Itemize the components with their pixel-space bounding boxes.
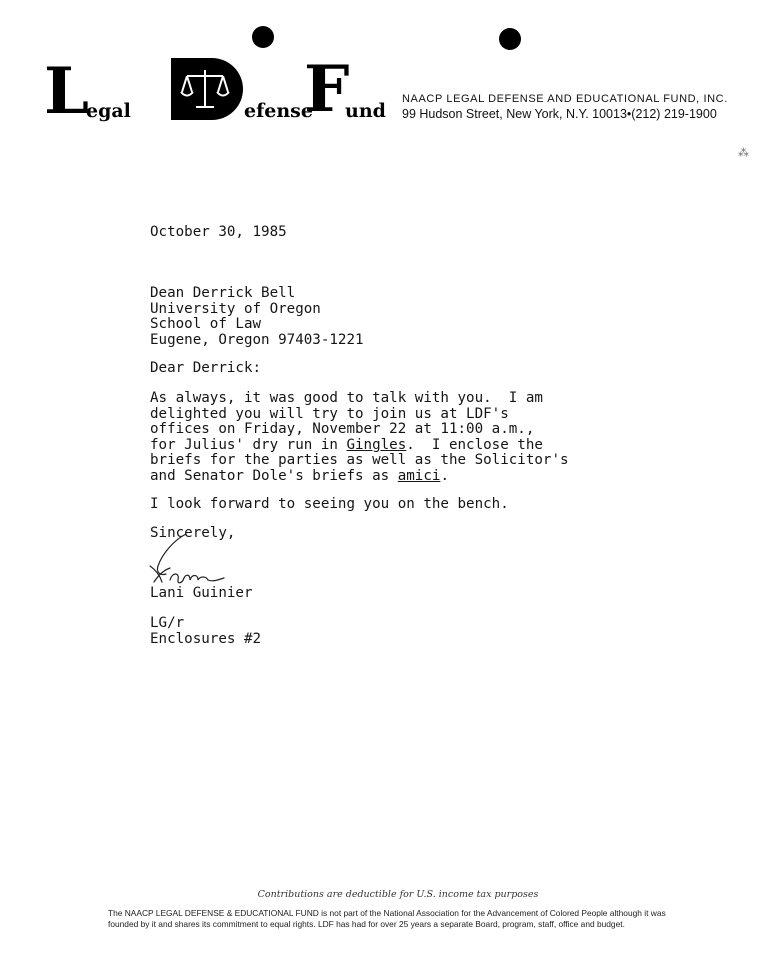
salutation: Dear Derrick:: [150, 360, 262, 376]
footer-disclaimer: The NAACP LEGAL DEFENSE & EDUCATIONAL FUND is not part of the National Association for the Advancement of Colored People although it was founded by it and shares its commitment to equal rights. LDF has had for over 25 years a separate Board, program, staff, office and budget.: [108, 908, 666, 929]
recipient-line: Dean Derrick Bell: [150, 285, 296, 301]
body-text: . I enclose the: [406, 436, 543, 453]
body-line: [150, 438, 569, 454]
handwritten-signature: [146, 530, 236, 590]
logo-initial-l: L: [44, 54, 89, 129]
recipient-address: [150, 286, 364, 348]
body-text: for Julius' dry run in: [150, 436, 347, 453]
punch-hole: [499, 28, 521, 50]
recipient-line: University of Oregon: [150, 300, 321, 317]
body-line: delighted you will try to join us at LDF's: [150, 405, 509, 422]
amici-term: amici: [397, 467, 441, 484]
punch-hole: [252, 26, 274, 48]
enclosures-note: Enclosures #2: [150, 630, 262, 647]
org-address: 99 Hudson Street, New York, N.Y. 10013•(212) 219-1900: [402, 107, 717, 121]
body-line: briefs for the parties as well as the Solicitor's: [150, 452, 569, 468]
typist-initials: LG/r: [150, 615, 185, 631]
ldf-logo: [44, 52, 386, 129]
signer-name: Lani Guinier: [150, 585, 253, 601]
letterhead-org: [402, 92, 728, 122]
body-text: .: [440, 467, 449, 484]
complimentary-close: Sincerely,: [150, 525, 236, 541]
scales-of-justice-icon: [179, 66, 231, 112]
tax-deductible-note: Contributions are deductible for U.S. income tax purposes: [257, 889, 539, 900]
recipient-line: School of Law: [150, 316, 262, 332]
body-line: offices on Friday, November 22 at 11:00 a.m.,: [150, 421, 535, 437]
recipient-line: Eugene, Oregon 97403-1221: [150, 331, 364, 348]
body-line: As always, it was good to talk with you. I am: [150, 390, 543, 406]
logo-text-und: und: [345, 100, 386, 122]
reference-block: [150, 616, 261, 647]
body-line: [150, 469, 569, 485]
body-text: and Senator Dole's briefs as: [150, 467, 398, 484]
logo-initial-f: F: [304, 52, 350, 127]
logo-text-egal: egal: [86, 100, 131, 122]
logo-initial-d: [171, 58, 243, 120]
closing-line: I look forward to seeing you on the bench.: [150, 496, 509, 512]
letter-body: [150, 391, 569, 484]
letter-date: October 30, 1985: [150, 224, 287, 240]
case-name-gingles: Gingles: [346, 436, 407, 453]
logo-text-efense: efense: [244, 100, 313, 122]
org-name: NAACP LEGAL DEFENSE AND EDUCATIONAL FUND, INC.: [402, 93, 728, 105]
scan-speck: ⁂: [738, 146, 749, 159]
